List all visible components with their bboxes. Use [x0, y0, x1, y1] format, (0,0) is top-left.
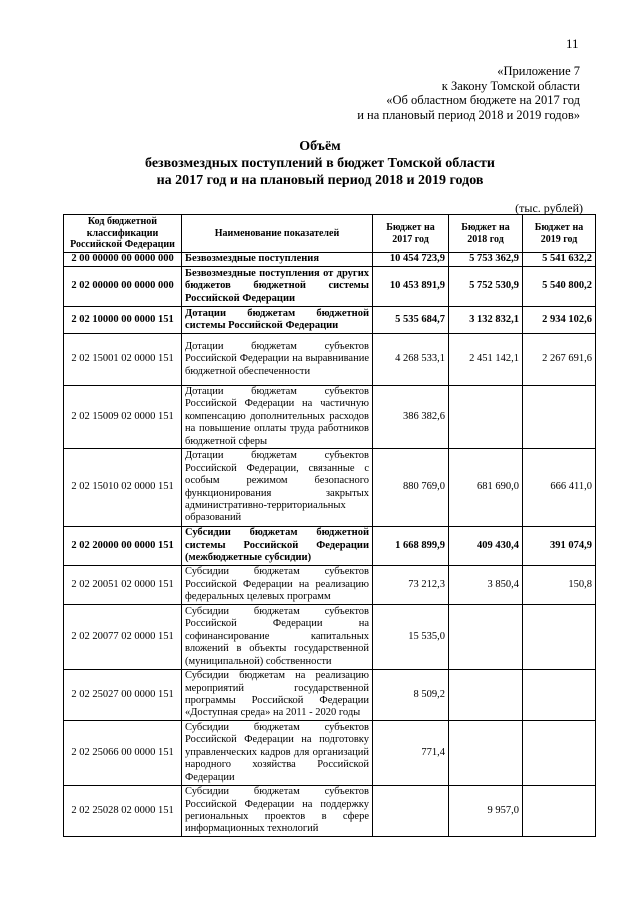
row-name: Субсидии бюджетам субъектов Российской Федерации на подготовку управленческих кадров для организаций народного хозяйства Российской Федерации: [182, 721, 373, 786]
row-budget-2017: 5 535 684,7: [373, 307, 449, 334]
row-name: Субсидии бюджетам субъектов Российской Федерации на поддержку региональных проектов в сфере информационных технологий: [182, 786, 373, 837]
units-label: (тыс. рублей): [515, 201, 583, 215]
row-budget-2018: [449, 721, 523, 786]
row-code: 2 02 00000 00 0000 000: [64, 267, 182, 307]
title-line-3: на 2017 год и на плановый период 2018 и 2019 годов: [156, 173, 484, 188]
row-budget-2019: 391 074,9: [523, 527, 596, 566]
header-budget-2017: Бюджет на 2017 год: [373, 215, 449, 253]
table-header-row: [64, 215, 596, 253]
appendix-line-4: и на плановый период 2018 и 2019 годов»: [357, 107, 580, 122]
table-row: [64, 253, 596, 267]
row-budget-2019: [523, 386, 596, 449]
row-code: 2 02 20000 00 0000 151: [64, 527, 182, 566]
row-code: 2 02 10000 00 0000 151: [64, 307, 182, 334]
row-budget-2019: 5 541 632,2: [523, 253, 596, 267]
header-budget-2018: Бюджет на 2018 год: [449, 215, 523, 253]
row-budget-2018: [449, 670, 523, 721]
row-budget-2019: [523, 786, 596, 837]
row-budget-2017: 386 382,6: [373, 386, 449, 449]
table-row: [64, 334, 596, 386]
row-budget-2018: 3 132 832,1: [449, 307, 523, 334]
row-budget-2017: 4 268 533,1: [373, 334, 449, 386]
row-name: Субсидии бюджетам субъектов Российской Федерации на реализацию федеральных целевых программ: [182, 566, 373, 605]
table-row: [64, 449, 596, 527]
row-code: 2 02 25027 00 0000 151: [64, 670, 182, 721]
row-budget-2019: 5 540 800,2: [523, 267, 596, 307]
row-name: Безвозмездные поступления: [182, 253, 373, 267]
title-line-1: Объём: [299, 139, 341, 154]
row-budget-2018: 409 430,4: [449, 527, 523, 566]
row-budget-2019: [523, 605, 596, 670]
header-name: Наименование показателей: [182, 215, 373, 253]
row-name: Безвозмездные поступления от других бюджетов бюджетной системы Российской Федерации: [182, 267, 373, 307]
row-budget-2019: 150,8: [523, 566, 596, 605]
table-row: [64, 307, 596, 334]
row-budget-2018: 681 690,0: [449, 449, 523, 527]
row-budget-2019: [523, 721, 596, 786]
table-row: [64, 605, 596, 670]
row-budget-2017: 15 535,0: [373, 605, 449, 670]
row-code: 2 02 20051 02 0000 151: [64, 566, 182, 605]
row-budget-2018: 3 850,4: [449, 566, 523, 605]
row-name: Дотации бюджетам субъектов Российской Федерации, связанные с особым режимом безопасного функционирования закрытых административно-территориальных образований: [182, 449, 373, 527]
row-name: Дотации бюджетам субъектов Российской Федерации на выравнивание бюджетной обеспеченности: [182, 334, 373, 386]
row-budget-2017: 73 212,3: [373, 566, 449, 605]
table-row: [64, 527, 596, 566]
row-budget-2017: 10 454 723,9: [373, 253, 449, 267]
row-code: 2 02 25028 02 0000 151: [64, 786, 182, 837]
header-budget-2019: Бюджет на 2019 год: [523, 215, 596, 253]
row-budget-2019: 2 267 691,6: [523, 334, 596, 386]
row-budget-2017: 880 769,0: [373, 449, 449, 527]
table-row: [64, 670, 596, 721]
appendix-line-2: к Закону Томской области: [441, 78, 580, 93]
budget-table: [63, 214, 596, 837]
row-budget-2018: 5 752 530,9: [449, 267, 523, 307]
title-line-2: безвозмездных поступлений в бюджет Томской области: [145, 156, 495, 171]
row-code: 2 02 15001 02 0000 151: [64, 334, 182, 386]
row-name: Дотации бюджетам бюджетной системы Российской Федерации: [182, 307, 373, 334]
row-budget-2019: 666 411,0: [523, 449, 596, 527]
row-budget-2018: [449, 605, 523, 670]
row-budget-2017: 8 509,2: [373, 670, 449, 721]
row-budget-2017: 771,4: [373, 721, 449, 786]
row-budget-2018: 9 957,0: [449, 786, 523, 837]
row-budget-2017: 1 668 899,9: [373, 527, 449, 566]
row-budget-2019: 2 934 102,6: [523, 307, 596, 334]
row-budget-2018: 5 753 362,9: [449, 253, 523, 267]
table-row: [64, 386, 596, 449]
row-budget-2018: [449, 386, 523, 449]
row-code: 2 00 00000 00 0000 000: [64, 253, 182, 267]
table-row: [64, 566, 596, 605]
appendix-reference: [250, 64, 580, 122]
row-name: Субсидии бюджетам бюджетной системы Российской Федерации (межбюджетные субсидии): [182, 527, 373, 566]
table-row: [64, 721, 596, 786]
table-row: [64, 267, 596, 307]
table-row: [64, 786, 596, 837]
row-name: Дотации бюджетам субъектов Российской Федерации на частичную компенсацию дополнительных расходов на повышение оплаты труда работников бюджетной сферы: [182, 386, 373, 449]
row-name: Субсидии бюджетам на реализацию мероприятий государственной программы Российской Федерации «Доступная среда» на 2011 - 2020 годы: [182, 670, 373, 721]
document-title: [0, 138, 640, 189]
page-number: 11: [566, 36, 579, 51]
row-code: 2 02 15009 02 0000 151: [64, 386, 182, 449]
row-code: 2 02 20077 02 0000 151: [64, 605, 182, 670]
row-budget-2017: 10 453 891,9: [373, 267, 449, 307]
row-budget-2018: 2 451 142,1: [449, 334, 523, 386]
row-code: 2 02 15010 02 0000 151: [64, 449, 182, 527]
header-code: Код бюджетной классификации Российской Федерации: [64, 215, 182, 253]
row-name: Субсидии бюджетам субъектов Российской Федерации на софинансирование капитальных вложений в объекты государственной (муниципальной) собственности: [182, 605, 373, 670]
row-budget-2017: [373, 786, 449, 837]
appendix-line-3: «Об областном бюджете на 2017 год: [386, 93, 580, 107]
appendix-line-1: «Приложение 7: [497, 64, 580, 78]
row-code: 2 02 25066 00 0000 151: [64, 721, 182, 786]
row-budget-2019: [523, 670, 596, 721]
